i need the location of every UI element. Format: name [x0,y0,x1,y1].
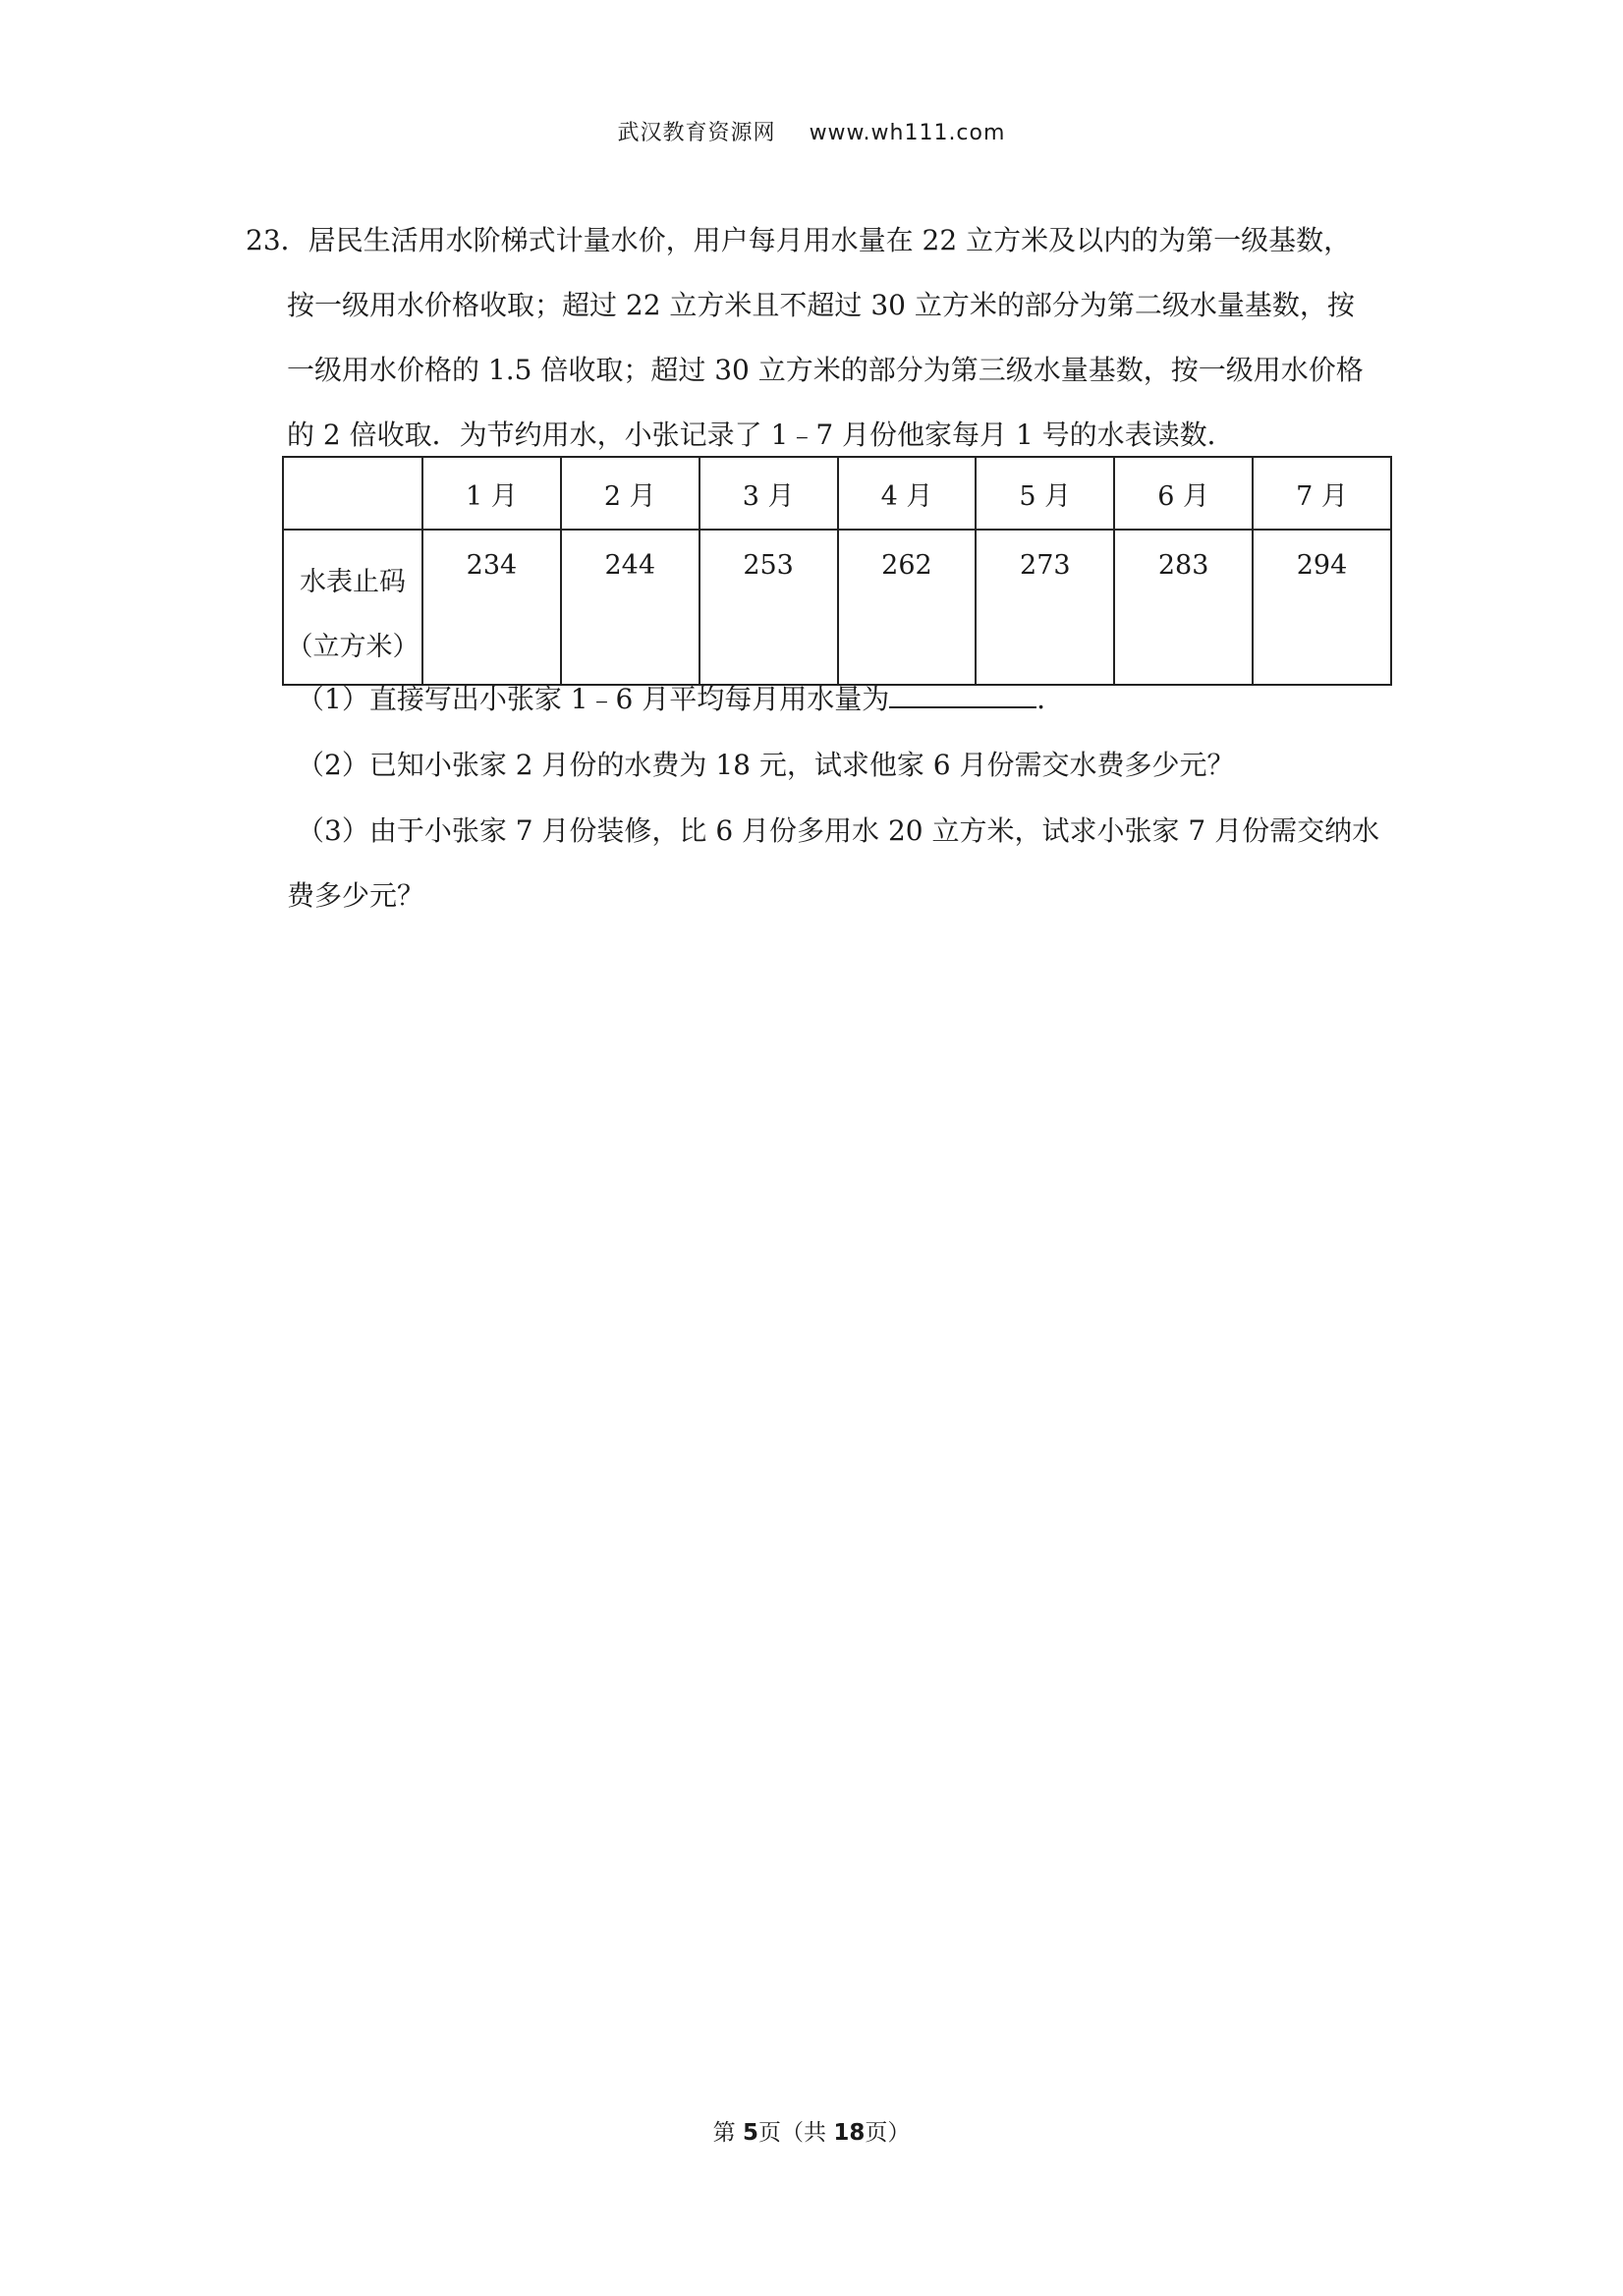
row-label-line: （立方米） [286,632,420,662]
sub-question-3: （3）由于小张家 7 月份装修，比 6 月份多用水 20 立方米，试求小张家 7 月份需交纳水 [297,814,1380,847]
meter-reading-table [282,456,1392,686]
problem-text-line: 居民生活用水阶梯式计量水价，用户每月用水量在 22 立方米及以内的为第一级基数， [308,224,1352,256]
page-header [0,116,1623,146]
answer-blank [889,683,1036,708]
table-cell: 273 [976,530,1114,685]
table-cell: 234 [422,530,561,685]
problem-line-3: 一级用水价格的 1.5 倍收取；超过 30 立方米的部分为第三级水量基数，按一级用水价格 [287,354,1364,386]
question-number: 23． [246,224,308,256]
table-header-row [283,457,1391,530]
table-header-cell: 7 月 [1253,457,1391,530]
table-header-cell: 3 月 [700,457,838,530]
problem-line-2: 按一级用水价格收取；超过 22 立方米且不超过 30 立方米的部分为第二级水量基数，按 [287,289,1355,321]
problem-line-4: 的 2 倍收取．为节约用水，小张记录了 1﹣7 月份他家每月 1 号的水表读数． [287,419,1235,451]
table-header-cell: 4 月 [838,457,977,530]
table-cell: 283 [1114,530,1253,685]
footer-suffix: 页） [865,2120,911,2146]
table-cell: 244 [561,530,700,685]
row-label-cell [283,530,422,685]
sub-question-1 [297,678,1064,717]
table-header-cell: 2 月 [561,457,700,530]
table-row [283,530,1391,685]
sub-question-3-continued: 费多少元？ [287,879,425,912]
page-number: 5 [742,2120,758,2146]
table-header-cell: 5 月 [976,457,1114,530]
table-cell: 294 [1253,530,1391,685]
row-label-line: 水表止码 [300,567,406,597]
site-name: 武汉教育资源网 [617,121,776,145]
table-cell: 253 [700,530,838,685]
page-footer [0,2114,1623,2147]
sub-question-text: （1）直接写出小张家 1﹣6 月平均每月用水量为 [297,683,890,715]
footer-middle: 页（共 [758,2120,834,2146]
page-total: 18 [833,2120,866,2146]
problem-line-1 [246,208,1395,273]
footer-prefix: 第 [712,2120,743,2146]
table-header-cell: 1 月 [422,457,561,530]
table-corner-cell [283,457,422,530]
sub-question-2: （2）已知小张家 2 月份的水费为 18 元，试求他家 6 月份需交水费多少元？ [297,749,1235,781]
table-header-cell: 6 月 [1114,457,1253,530]
problem-23 [246,208,1395,468]
sub-question-end: ． [1036,683,1065,715]
site-url: www.wh111.com [809,121,1006,145]
table-cell: 262 [838,530,977,685]
